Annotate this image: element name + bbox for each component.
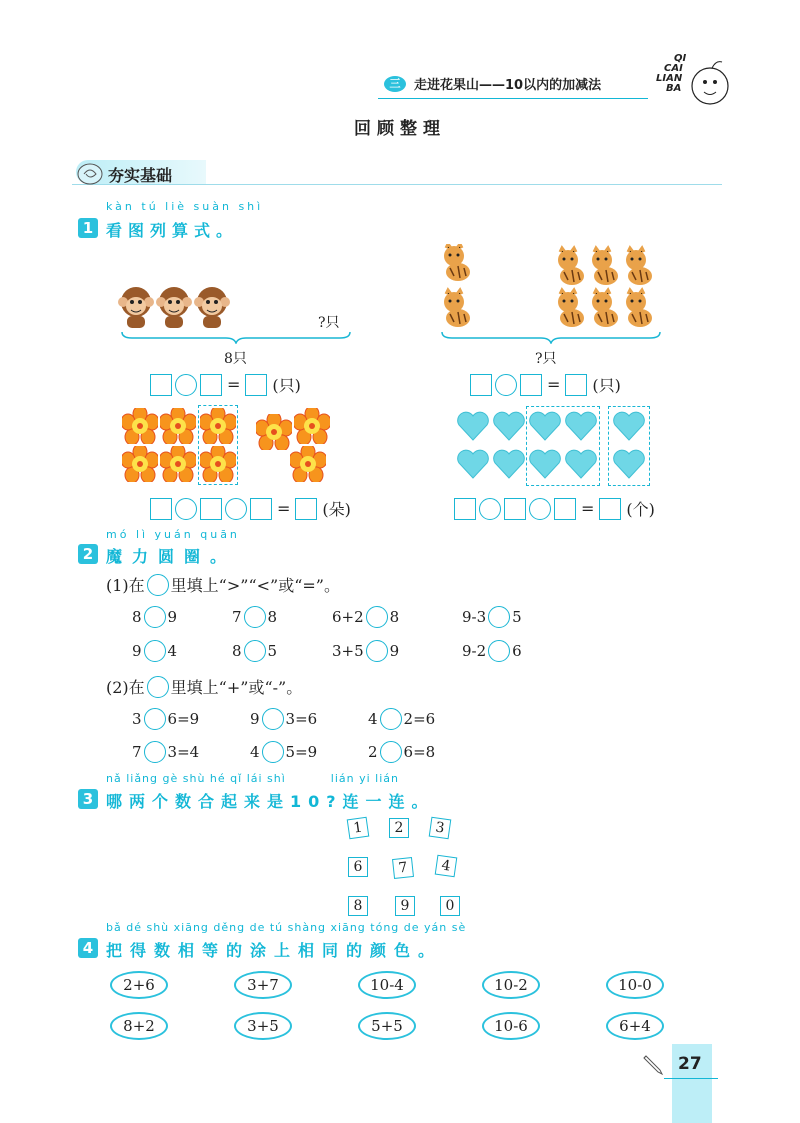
equals-sign: = — [547, 375, 561, 394]
q3-title: 哪两个数合起来是10?连一连。 — [106, 792, 435, 811]
answer-circle[interactable] — [244, 606, 266, 628]
flower-icon — [160, 446, 196, 482]
expression-oval[interactable]: 10-6 — [482, 1012, 540, 1040]
answer-box[interactable] — [554, 498, 576, 520]
answer-box[interactable] — [470, 374, 492, 396]
operator-circle[interactable] — [225, 498, 247, 520]
logo-text-4: BA — [666, 83, 682, 94]
header-logo — [650, 52, 730, 112]
unit-label: (个) — [626, 500, 655, 519]
number-card[interactable]: 4 — [435, 855, 458, 878]
logo-text-3: LIAN — [656, 73, 683, 84]
expression-text: 4 — [167, 642, 178, 660]
answer-box[interactable] — [295, 498, 317, 520]
expression-oval[interactable]: 6+4 — [606, 1012, 664, 1040]
expression-text: 3 — [132, 710, 142, 728]
expression-oval[interactable]: 10-4 — [358, 971, 416, 999]
chapter-title: 走进花果山——10以内的加减法 — [414, 78, 602, 93]
answer-circle[interactable] — [144, 606, 166, 628]
answer-box[interactable] — [504, 498, 526, 520]
expression-text: 6+2 — [332, 608, 364, 626]
compare-item — [462, 640, 522, 662]
answer-box[interactable] — [250, 498, 272, 520]
unit-label: (朵) — [322, 500, 351, 519]
answer-circle[interactable] — [488, 606, 510, 628]
expression-oval[interactable]: 10-0 — [606, 971, 664, 999]
q2-number: 2 — [78, 544, 98, 564]
q2-pinyin: mó lì yuán quān — [106, 528, 240, 541]
answer-circle[interactable] — [366, 640, 388, 662]
unit-label: (只) — [592, 376, 621, 395]
flower-icon — [122, 408, 158, 444]
heart-icon — [492, 410, 526, 442]
number-card[interactable]: 6 — [348, 857, 368, 877]
q2-title: 魔力圆圈。 — [106, 547, 237, 566]
compare-item — [132, 606, 177, 628]
operator-circle[interactable] — [479, 498, 501, 520]
flower-equation — [150, 497, 353, 520]
answer-box[interactable] — [200, 374, 222, 396]
monkey-brace-icon — [120, 330, 352, 344]
number-card[interactable]: 0 — [440, 896, 460, 916]
monkey-icons — [118, 282, 233, 330]
answer-circle[interactable] — [244, 640, 266, 662]
answer-circle[interactable] — [366, 606, 388, 628]
flower-icon — [200, 446, 236, 482]
expression-text: 2 — [368, 743, 378, 761]
instruction-pre: (2)在 — [106, 678, 145, 697]
instruction-circle-icon — [147, 574, 169, 596]
heart-icon — [528, 410, 562, 442]
chapter-badge: 三 — [384, 76, 406, 92]
q4-pinyin: bǎ dé shù xiāng děng de tú shàng xiāng tóng de yán sè — [106, 921, 467, 934]
expression-oval[interactable]: 5+5 — [358, 1012, 416, 1040]
page-number-rule — [664, 1078, 718, 1079]
answer-box[interactable] — [200, 498, 222, 520]
instruction-post: 里填上“+”或“-”。 — [170, 678, 303, 697]
logo-text-1: QI — [674, 53, 687, 64]
heart-icon — [564, 410, 598, 442]
answer-box[interactable] — [454, 498, 476, 520]
flower-icon — [256, 414, 292, 450]
instruction-circle-icon — [147, 676, 169, 698]
expression-text: 6=8 — [403, 743, 436, 761]
tiger-group — [440, 244, 670, 338]
answer-circle[interactable] — [144, 708, 166, 730]
unit-label: (只) — [272, 376, 301, 395]
q2-part2-instruction — [106, 675, 302, 698]
expression-text: 9 — [132, 642, 142, 660]
page-title: 回顾整理 — [354, 119, 446, 139]
instruction-post: 里填上“>”“<”或“=”。 — [170, 576, 340, 595]
tiger-icons — [440, 244, 670, 334]
expression-text: 8 — [389, 608, 400, 626]
operator-item — [250, 708, 317, 730]
heart-icon — [528, 448, 562, 480]
answer-circle[interactable] — [488, 640, 510, 662]
tiger-equation — [470, 373, 623, 396]
operator-item — [250, 741, 317, 763]
flower-icon — [290, 446, 326, 482]
heart-icon — [612, 448, 646, 480]
expression-text: 8 — [232, 642, 242, 660]
expression-oval[interactable]: 8+2 — [110, 1012, 168, 1040]
answer-box[interactable] — [599, 498, 621, 520]
heart-icon — [456, 448, 490, 480]
compare-item — [332, 640, 399, 662]
expression-text: 9 — [250, 710, 260, 728]
compare-item — [462, 606, 522, 628]
operator-circle[interactable] — [529, 498, 551, 520]
expression-text: 4 — [368, 710, 378, 728]
operator-circle[interactable] — [175, 374, 197, 396]
compare-item — [232, 606, 277, 628]
page-number: 27 — [678, 1054, 702, 1074]
compare-item — [332, 606, 399, 628]
operator-item — [368, 708, 435, 730]
answer-box[interactable] — [150, 374, 172, 396]
heart-icon — [492, 448, 526, 480]
pencil-icon — [640, 1052, 666, 1078]
answer-circle[interactable] — [380, 708, 402, 730]
number-card[interactable]: 2 — [389, 818, 409, 838]
expression-oval[interactable]: 3+7 — [234, 971, 292, 999]
answer-circle[interactable] — [144, 741, 166, 763]
expression-text: 2=6 — [403, 710, 436, 728]
expression-text: 9-2 — [462, 642, 487, 660]
expression-text: 9 — [389, 642, 400, 660]
expression-text: 8 — [132, 608, 142, 626]
expression-text: 7 — [232, 608, 242, 626]
answer-circle[interactable] — [262, 708, 284, 730]
answer-box[interactable] — [565, 374, 587, 396]
number-card[interactable]: 8 — [348, 896, 368, 916]
heart-icon — [456, 410, 490, 442]
answer-circle[interactable] — [144, 640, 166, 662]
flower-icon — [200, 408, 236, 444]
operator-circle[interactable] — [175, 498, 197, 520]
expression-text: 8 — [267, 608, 278, 626]
monkey-group — [118, 282, 233, 334]
equals-sign: = — [277, 499, 291, 518]
operator-item — [368, 741, 435, 763]
operator-item — [132, 708, 199, 730]
number-card[interactable]: 7 — [392, 857, 414, 879]
expression-oval[interactable]: 3+5 — [234, 1012, 292, 1040]
heart-icon — [612, 410, 646, 442]
expression-text: 5 — [512, 608, 522, 626]
monkey-total-label: 8只 — [224, 351, 247, 367]
equals-sign: = — [581, 499, 595, 518]
number-card[interactable]: 9 — [395, 896, 415, 916]
expression-text: 3+5 — [332, 642, 364, 660]
expression-text: 3=6 — [285, 710, 318, 728]
instruction-pre: (1)在 — [106, 576, 145, 595]
expression-oval[interactable]: 2+6 — [110, 971, 168, 999]
tiger-unknown-label: ?只 — [535, 351, 557, 367]
expression-text: 9-3 — [462, 608, 487, 626]
answer-box[interactable] — [520, 374, 542, 396]
expression-text: 7 — [132, 743, 142, 761]
heart-equation — [454, 497, 657, 520]
section-snail-icon — [76, 158, 106, 190]
number-card[interactable]: 3 — [429, 817, 452, 840]
operator-circle[interactable] — [495, 374, 517, 396]
answer-box[interactable] — [245, 374, 267, 396]
monkey-equation — [150, 373, 303, 396]
flower-icon — [122, 446, 158, 482]
logo-text-2: CAI — [664, 63, 683, 74]
expression-text: 3=4 — [167, 743, 200, 761]
q4-title: 把得数相等的涂上相同的颜色。 — [106, 941, 443, 960]
q1-title: 看图列算式。 — [106, 221, 239, 240]
q4-number: 4 — [78, 938, 98, 958]
expression-text: 4 — [250, 743, 260, 761]
flower-icon — [294, 408, 330, 444]
tiger-brace-icon — [440, 330, 662, 344]
heart-icon — [564, 448, 598, 480]
flower-icon — [160, 408, 196, 444]
q3-number: 3 — [78, 789, 98, 809]
expression-text: 9 — [167, 608, 178, 626]
answer-box[interactable] — [150, 498, 172, 520]
q3-pinyin: nǎ liǎng gè shù hé qǐ lái shì lián yi lián — [106, 772, 399, 785]
operator-item — [132, 741, 199, 763]
section-title: 夯实基础 — [108, 166, 173, 185]
number-card[interactable]: 1 — [347, 817, 370, 840]
expression-oval[interactable]: 10-2 — [482, 971, 540, 999]
expression-text: 5=9 — [285, 743, 318, 761]
monkey-unknown-label: ?只 — [318, 315, 340, 331]
q1-number: 1 — [78, 218, 98, 238]
answer-circle[interactable] — [380, 741, 402, 763]
compare-item — [232, 640, 277, 662]
q2-part1-instruction — [106, 573, 340, 596]
equals-sign: = — [227, 375, 241, 394]
expression-text: 6=9 — [167, 710, 200, 728]
expression-text: 6 — [512, 642, 522, 660]
q1-pinyin: kàn tú liè suàn shì — [106, 200, 264, 213]
compare-item — [132, 640, 177, 662]
expression-text: 5 — [267, 642, 278, 660]
answer-circle[interactable] — [262, 741, 284, 763]
